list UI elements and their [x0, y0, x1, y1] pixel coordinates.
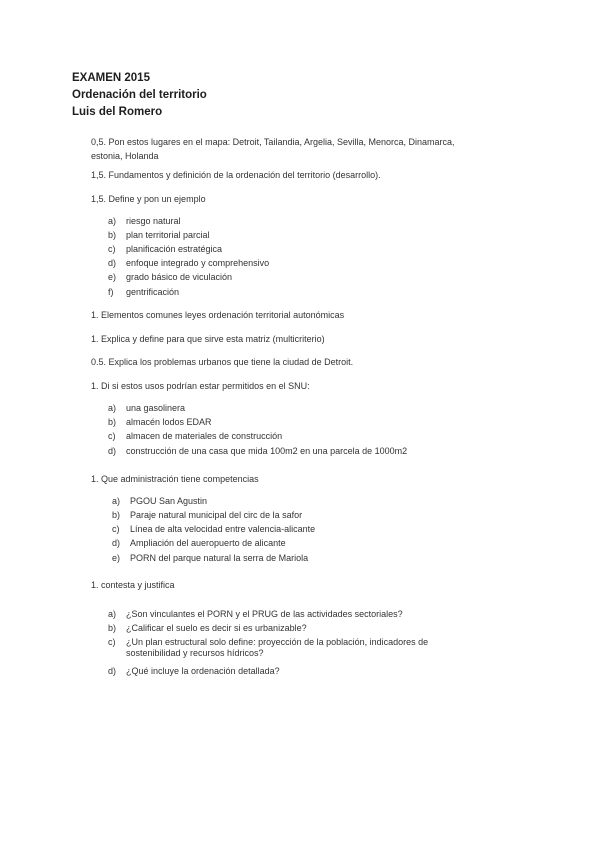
list-item — [108, 623, 307, 634]
item-label: b) — [112, 510, 121, 520]
item-label: f) — [108, 287, 114, 297]
item-label: c) — [108, 637, 116, 647]
item-text: PGOU San Agustin — [130, 496, 208, 506]
list-item — [108, 431, 282, 442]
item-text: una gasolinera — [126, 403, 186, 413]
list-item — [108, 637, 458, 661]
item-text: riesgo natural — [126, 216, 181, 226]
item-label: b) — [108, 417, 117, 427]
list-item — [112, 524, 315, 535]
item-text: enfoque integrado y comprehensivo — [126, 258, 270, 268]
item-text: construcción de una casa que mida 100m2 en una parcela de 1000m2 — [126, 446, 408, 456]
item-text: Línea de alta velocidad entre valencia-alicante — [130, 524, 316, 534]
question-7: 1. Di si estos usos podrían estar permitidos en el SNU: — [91, 381, 310, 391]
list-item — [108, 230, 210, 241]
question-1: 0,5. Pon estos lugares en el mapa: Detroit, Tailandia, Argelia, Sevilla, Menorca, Dinamarca, estonia, Holanda — [91, 137, 455, 161]
list-item — [108, 244, 222, 255]
item-label: e) — [112, 553, 121, 563]
item-text: almacén lodos EDAR — [126, 417, 212, 427]
item-text: ¿Un plan estructural solo define: proyección de la población, indicadores de sostenibilidad y recursos hídricos? — [126, 637, 429, 658]
item-label: c) — [112, 524, 120, 534]
question-8: 1. Que administración tiene competencias — [91, 474, 259, 484]
item-label: a) — [112, 496, 121, 506]
item-text: almacen de materiales de construcción — [126, 431, 283, 441]
item-text: Ampliación del aueropuerto de alicante — [130, 538, 286, 548]
item-text: PORN del parque natural la serra de Mariola — [130, 553, 309, 563]
list-item — [112, 510, 302, 521]
item-label: b) — [108, 623, 117, 633]
list-item — [112, 553, 308, 564]
item-label: d) — [108, 446, 117, 456]
list-item — [108, 666, 280, 677]
list-item — [108, 609, 403, 620]
item-label: a) — [108, 403, 117, 413]
item-text: grado básico de viculación — [126, 272, 233, 282]
question-5: 1. Explica y define para que sirve esta matriz (multicriterio) — [91, 334, 325, 344]
list-item — [108, 258, 269, 269]
item-text: plan territorial parcial — [126, 230, 210, 240]
item-label: a) — [108, 216, 117, 226]
item-text: gentrificación — [126, 287, 180, 297]
course-title: Ordenación del territorio — [72, 89, 207, 101]
item-text: ¿Qué incluye la ordenación detallada? — [126, 666, 280, 676]
question-2: 1,5. Fundamentos y definición de la ordenación del territorio (desarrollo). — [91, 170, 381, 180]
item-label: b) — [108, 230, 117, 240]
item-label: d) — [108, 666, 117, 676]
item-label: e) — [108, 272, 117, 282]
list-item — [112, 538, 286, 549]
list-item — [108, 287, 179, 298]
exam-title: EXAMEN 2015 — [72, 72, 150, 84]
item-label: c) — [108, 244, 116, 254]
question-9: 1. contesta y justifica — [91, 580, 175, 590]
list-item — [108, 403, 185, 414]
item-label: d) — [108, 258, 117, 268]
item-text: planificación estratégica — [126, 244, 223, 254]
list-item — [108, 272, 232, 283]
item-text: Paraje natural municipal del circ de la safor — [130, 510, 303, 520]
list-item — [108, 216, 181, 227]
item-text: ¿Calificar el suelo es decir si es urbanizable? — [126, 623, 307, 633]
question-3: 1,5. Define y pon un ejemplo — [91, 194, 206, 204]
item-text: ¿Son vinculantes el PORN y el PRUG de las actividades sectoriales? — [126, 609, 403, 619]
list-item — [112, 496, 207, 507]
list-item — [108, 417, 212, 428]
question-6: 0.5. Explica los problemas urbanos que tiene la ciudad de Detroit. — [91, 357, 354, 367]
item-label: c) — [108, 431, 116, 441]
item-label: a) — [108, 609, 117, 619]
author-name: Luis del Romero — [72, 106, 163, 118]
item-label: d) — [112, 538, 121, 548]
question-4: 1. Elementos comunes leyes ordenación territorial autonómicas — [91, 310, 345, 320]
list-item — [108, 446, 407, 457]
